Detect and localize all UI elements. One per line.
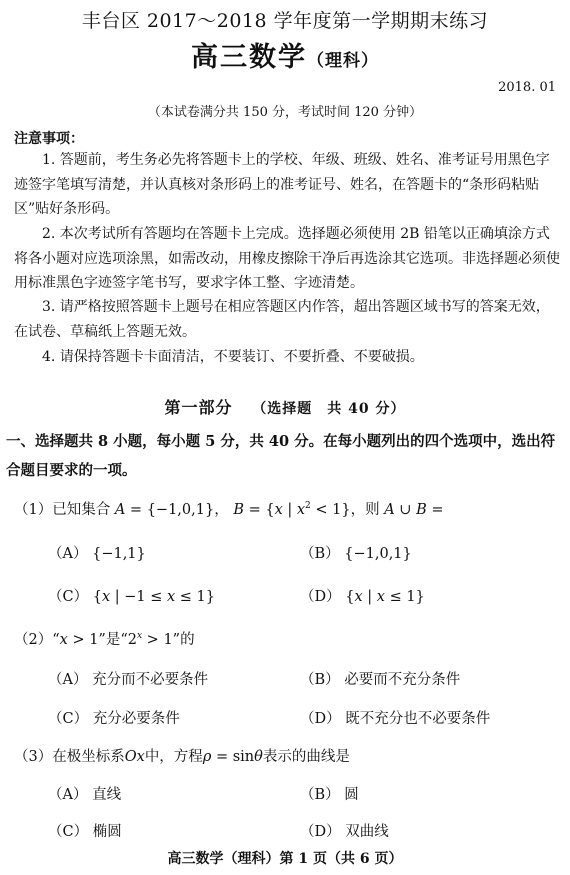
option-label: （D） [300, 824, 341, 840]
part-title [0, 395, 570, 418]
option-text: { [92, 589, 102, 605]
notice-item-2: 2. 本次考试所有答题均在答题卡上完成。选择题必须使用 2B 铅笔以正确填涂方式将各小题对应选项涂黑，如需改动，用橡皮擦除干净后再选涂其它选项。非选择题必须使用标准黑色字迹签字笔书写，要求字体工整、字迹清楚。 [14, 226, 560, 291]
question-number: （3） [14, 749, 53, 765]
math-var: B [233, 502, 244, 518]
q2-option-c [48, 707, 180, 728]
option-text: 圆 [344, 787, 359, 803]
section-heading: 一、选择题共 8 小题，每小题 5 分，共 40 分。在每小题列出的四个选项中，选出符合题目要求的一项。 [6, 433, 556, 479]
option-label: （A） [48, 787, 88, 803]
q1-option-a [48, 542, 146, 563]
q1-option-d [300, 585, 425, 606]
math-exponent: 2 [305, 501, 311, 512]
question-1-stem [14, 498, 444, 519]
stem-text: = sin [211, 749, 255, 765]
stem-text: ∪ [394, 502, 417, 518]
question-number: （2） [14, 632, 53, 648]
math-var: ρ [202, 749, 212, 765]
option-label: （B） [300, 787, 340, 803]
math-var: x [296, 502, 306, 518]
page-footer: 高三数学（理科）第 1 页（共 6 页） [167, 851, 403, 867]
exam-date: 2018. 01 [498, 80, 556, 95]
stem-text: 已知集合 [52, 502, 115, 518]
math-var: Ox [124, 749, 145, 765]
option-label: （D） [300, 589, 341, 605]
option-text: ≤ 1} [384, 589, 425, 605]
stem-text: 表示的曲线是 [262, 749, 350, 765]
q2-option-a [48, 668, 208, 689]
question-2-stem [14, 628, 195, 649]
option-text: ≤ 1} [175, 589, 216, 605]
option-label: （C） [48, 711, 89, 727]
q3-option-a [48, 783, 121, 804]
option-text: | −1 ≤ [110, 589, 167, 605]
stem-text: | [282, 502, 297, 518]
option-text: 必要而不充分条件 [344, 672, 461, 688]
stem-text: = { [243, 502, 275, 518]
math-var: x [59, 632, 68, 648]
stem-text: < 1}，则 [310, 502, 385, 518]
math-var: A [384, 502, 395, 518]
option-text: | [362, 589, 377, 605]
option-label: （C） [48, 589, 89, 605]
math-var: x [354, 589, 363, 605]
option-label: （B） [300, 672, 340, 688]
math-var: x [376, 589, 385, 605]
math-var: x [167, 589, 176, 605]
math-var: x [274, 502, 283, 518]
part-title-sub: （选择题 共 40 分） [252, 401, 406, 417]
option-text: { [345, 589, 355, 605]
option-label: （C） [48, 824, 89, 840]
question-number: （1） [14, 502, 53, 518]
q1-option-c [48, 585, 215, 606]
option-label: （A） [48, 546, 88, 562]
option-text: 既不充分也不必要条件 [345, 711, 491, 727]
stem-text: > 1”的 [142, 632, 195, 648]
subject-title: 高三数学 [191, 42, 307, 73]
q2-option-d [300, 707, 490, 728]
notice-heading: 注意事项： [14, 131, 84, 147]
region-title: 丰台区 2017～2018 学年度第一学期期末练习 [81, 10, 489, 32]
notice-item-4: 4. 请保持答题卡卡面清洁，不要装订、不要折叠、不要破损。 [42, 349, 424, 365]
stem-text: > 1”是“2 [67, 632, 137, 648]
math-var: B [416, 502, 427, 518]
option-text: 充分必要条件 [92, 711, 180, 727]
option-label: （B） [300, 546, 340, 562]
option-label: （D） [300, 711, 341, 727]
option-text: 双曲线 [345, 824, 389, 840]
math-var: θ [254, 749, 263, 765]
stem-text: “ [52, 632, 60, 648]
stem-text: = {−1,0,1}， [125, 502, 229, 518]
math-var: A [114, 502, 126, 518]
page-title [0, 35, 570, 74]
math-var: x [101, 589, 111, 605]
notice-item-1: 1. 答题前，考生务必先将答题卡上的学校、年级、班级、姓名、准考证号用黑色字迹签字笔填写清楚，并认真核对条形码上的准考证号、姓名，在答题卡的“条形码粘贴区”贴好条形码。 [14, 152, 550, 217]
stem-text: 中，方程 [144, 749, 203, 765]
option-text: 充分而不必要条件 [92, 672, 209, 688]
option-label: （A） [48, 672, 88, 688]
option-text: 直线 [92, 787, 122, 803]
q2-option-b [300, 668, 460, 689]
stem-text: = [426, 502, 444, 518]
q3-option-b [300, 783, 359, 804]
q3-option-c [48, 820, 122, 841]
part-title-main: 第一部分 [164, 398, 233, 417]
question-3-stem [14, 745, 350, 766]
notice-item-3: 3. 请严格按照答题卡上题号在相应答题区内作答，超出答题区域书写的答案无效，在试卷、草稿纸上答题无效。 [14, 299, 550, 340]
option-text: {−1,0,1} [344, 546, 412, 562]
stem-text: 在极坐标系 [52, 749, 125, 765]
option-text: {−1,1} [92, 546, 146, 562]
option-text: 椭圆 [92, 824, 122, 840]
math-exponent: x [137, 631, 143, 642]
q3-option-d [300, 820, 389, 841]
subject-subtitle: （理科） [307, 51, 379, 71]
exam-note: （本试卷满分共 150 分，考试时间 120 分钟） [147, 105, 423, 120]
q1-option-b [300, 542, 412, 563]
